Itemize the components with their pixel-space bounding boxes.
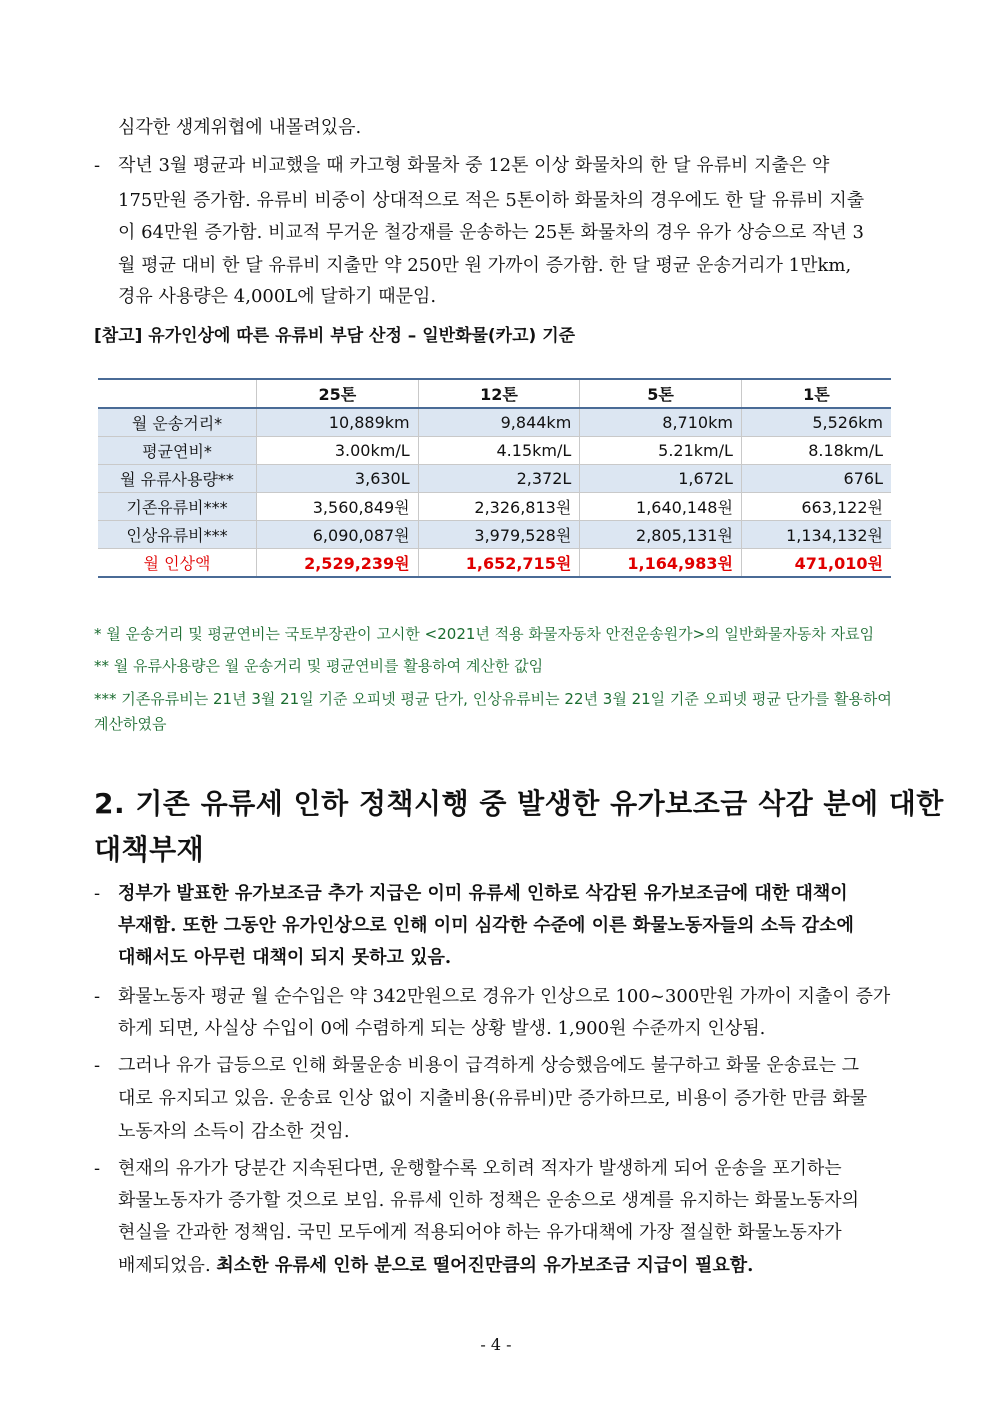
section-heading: 2. 기존 유류세 인하 정책시행 중 발생한 유가보조금 삭감 분에 대한 [94,787,944,820]
text-line: 월 평균 대비 한 달 유류비 지출만 약 250만 원 가까이 증가함. 한 달 평균 운송거리가 1만km, [118,255,852,276]
table-cell: 3.00km/L [257,437,419,465]
table-cell: 1,640,148원 [580,493,742,521]
table-cell: 5.21km/L [580,437,742,465]
text-line: 부재함. 또한 그동안 유가인상으로 인해 이미 심각한 수준에 이른 화물노동자들의 소득 감소에 [118,915,854,936]
text-line: 대해서도 아무런 대책이 되지 못하고 있음. [118,947,452,968]
row-label: 월 인상액 [98,549,257,578]
table-cell: 10,889km [257,408,419,437]
table-cell: 1,164,983원 [580,549,742,578]
row-label: 월 운송거리* [98,408,257,437]
table-cell: 676L [741,465,891,493]
table-header-cell: 1톤 [741,379,891,408]
table-row [98,408,891,437]
table-cell: 2,326,813원 [418,493,580,521]
text-line: 175만원 증가함. 유류비 비중이 상대적으로 적은 5톤이하 화물차의 경우에도 한 달 유류비 지출 [118,190,865,211]
table-cell: 4.15km/L [418,437,580,465]
text-line: 화물노동자 평균 월 순수입은 약 342만원으로 경유가 인상으로 100~300만원 가까이 지출이 증가 [118,986,891,1007]
table-cell: 3,560,849원 [257,493,419,521]
reference-title: [참고] 유가인상에 따른 유류비 부담 산정 – 일반화물(카고) 기준 [94,326,576,346]
text-line: 대로 유지되고 있음. 운송료 인상 없이 지출비용(유류비)만 증가하므로, 비용이 증가한 만큼 화물 [118,1088,868,1109]
text-line: 노동자의 소득이 감소한 것임. [118,1121,350,1142]
table-cell: 2,372L [418,465,580,493]
fuel-cost-table [98,378,891,578]
text-line: 현재의 유가가 당분간 지속된다면, 운행할수록 오히려 적자가 발생하게 되어 운송을 포기하는 [118,1158,842,1179]
row-label: 인상유류비*** [98,521,257,549]
table-header-cell: 25톤 [257,379,419,408]
row-label: 기존유류비*** [98,493,257,521]
text-line: 경유 사용량은 4,000L에 달하기 때문임. [118,286,437,307]
row-label: 월 유류사용량** [98,465,257,493]
text-line [118,1254,753,1278]
table-row [98,465,891,493]
row-label: 평균연비* [98,437,257,465]
table-cell: 2,529,239원 [257,549,419,578]
text-line: 그러나 유가 급등으로 인해 화물운송 비용이 급격하게 상승했음에도 불구하고 화물 운송료는 그 [118,1055,860,1076]
text-line: 화물노동자가 증가할 것으로 보임. 유류세 인하 정책은 운송으로 생계를 유지하는 화물노동자의 [118,1190,860,1211]
table-cell: 8,710km [580,408,742,437]
table-cell: 3,979,528원 [418,521,580,549]
text-line: 이 64만원 증가함. 비교적 무거운 철강재를 운송하는 25톤 화물차의 경우 유가 상승으로 작년 3 [118,222,864,243]
emphasis-text: 최소한 유류세 인하 분으로 떨어진만큼의 유가보조금 지급이 필요함. [216,1255,754,1276]
table-header-cell: 12톤 [418,379,580,408]
page-number: - 4 - [480,1335,512,1354]
table-cell: 663,122원 [741,493,891,521]
bullet-dash: - [94,155,101,176]
text-span: 배제되었음. [118,1255,217,1276]
table-cell: 3,630L [257,465,419,493]
table-header-cell [98,379,257,408]
table-cell: 6,090,087원 [257,521,419,549]
text-line: 정부가 발표한 유가보조금 추가 지급은 이미 유류세 인하로 삭감된 유가보조금에 대한 대책이 [118,883,848,904]
footnote: * 월 운송거리 및 평균연비는 국토부장관이 고시한 <2021년 적용 화물자동차 안전운송원가>의 일반화물자동차 자료임 [94,625,875,643]
bullet-dash: - [94,883,101,904]
text-line: 작년 3월 평균과 비교했을 때 카고형 화물차 중 12톤 이상 화물차의 한 달 유류비 지출은 약 [118,155,830,176]
text-line: 하게 되면, 사실상 수입이 0에 수렴하게 되는 상황 발생. 1,900원 수준까지 인상됨. [118,1018,766,1039]
table-cell: 9,844km [418,408,580,437]
footnote: ** 월 유류사용량은 월 운송거리 및 평균연비를 활용하여 계산한 값임 [94,657,544,675]
table-header-row [98,379,891,408]
footnote: 계산하였음 [94,715,167,733]
bullet-dash: - [94,1055,101,1076]
table-row [98,493,891,521]
bullet-dash: - [94,986,101,1007]
table-row [98,437,891,465]
table-cell: 1,134,132원 [741,521,891,549]
table-row-total [98,549,891,578]
table-header-cell: 5톤 [580,379,742,408]
section-heading: 대책부재 [94,833,205,866]
text-line: 심각한 생계위협에 내몰려있음. [118,117,362,138]
table-cell: 1,652,715원 [418,549,580,578]
table-cell: 5,526km [741,408,891,437]
table-cell: 8.18km/L [741,437,891,465]
table-cell: 471,010원 [741,549,891,578]
text-line: 현실을 간과한 정책임. 국민 모두에게 적용되어야 하는 유가대책에 가장 절실한 화물노동자가 [118,1222,842,1243]
footnote: *** 기존유류비는 21년 3월 21일 기준 오피넷 평균 단가, 인상유류비는 22년 3월 21일 기준 오피넷 평균 단가를 활용하여 [94,690,892,708]
bullet-dash: - [94,1158,101,1179]
table-row [98,521,891,549]
table-cell: 1,672L [580,465,742,493]
table-cell: 2,805,131원 [580,521,742,549]
